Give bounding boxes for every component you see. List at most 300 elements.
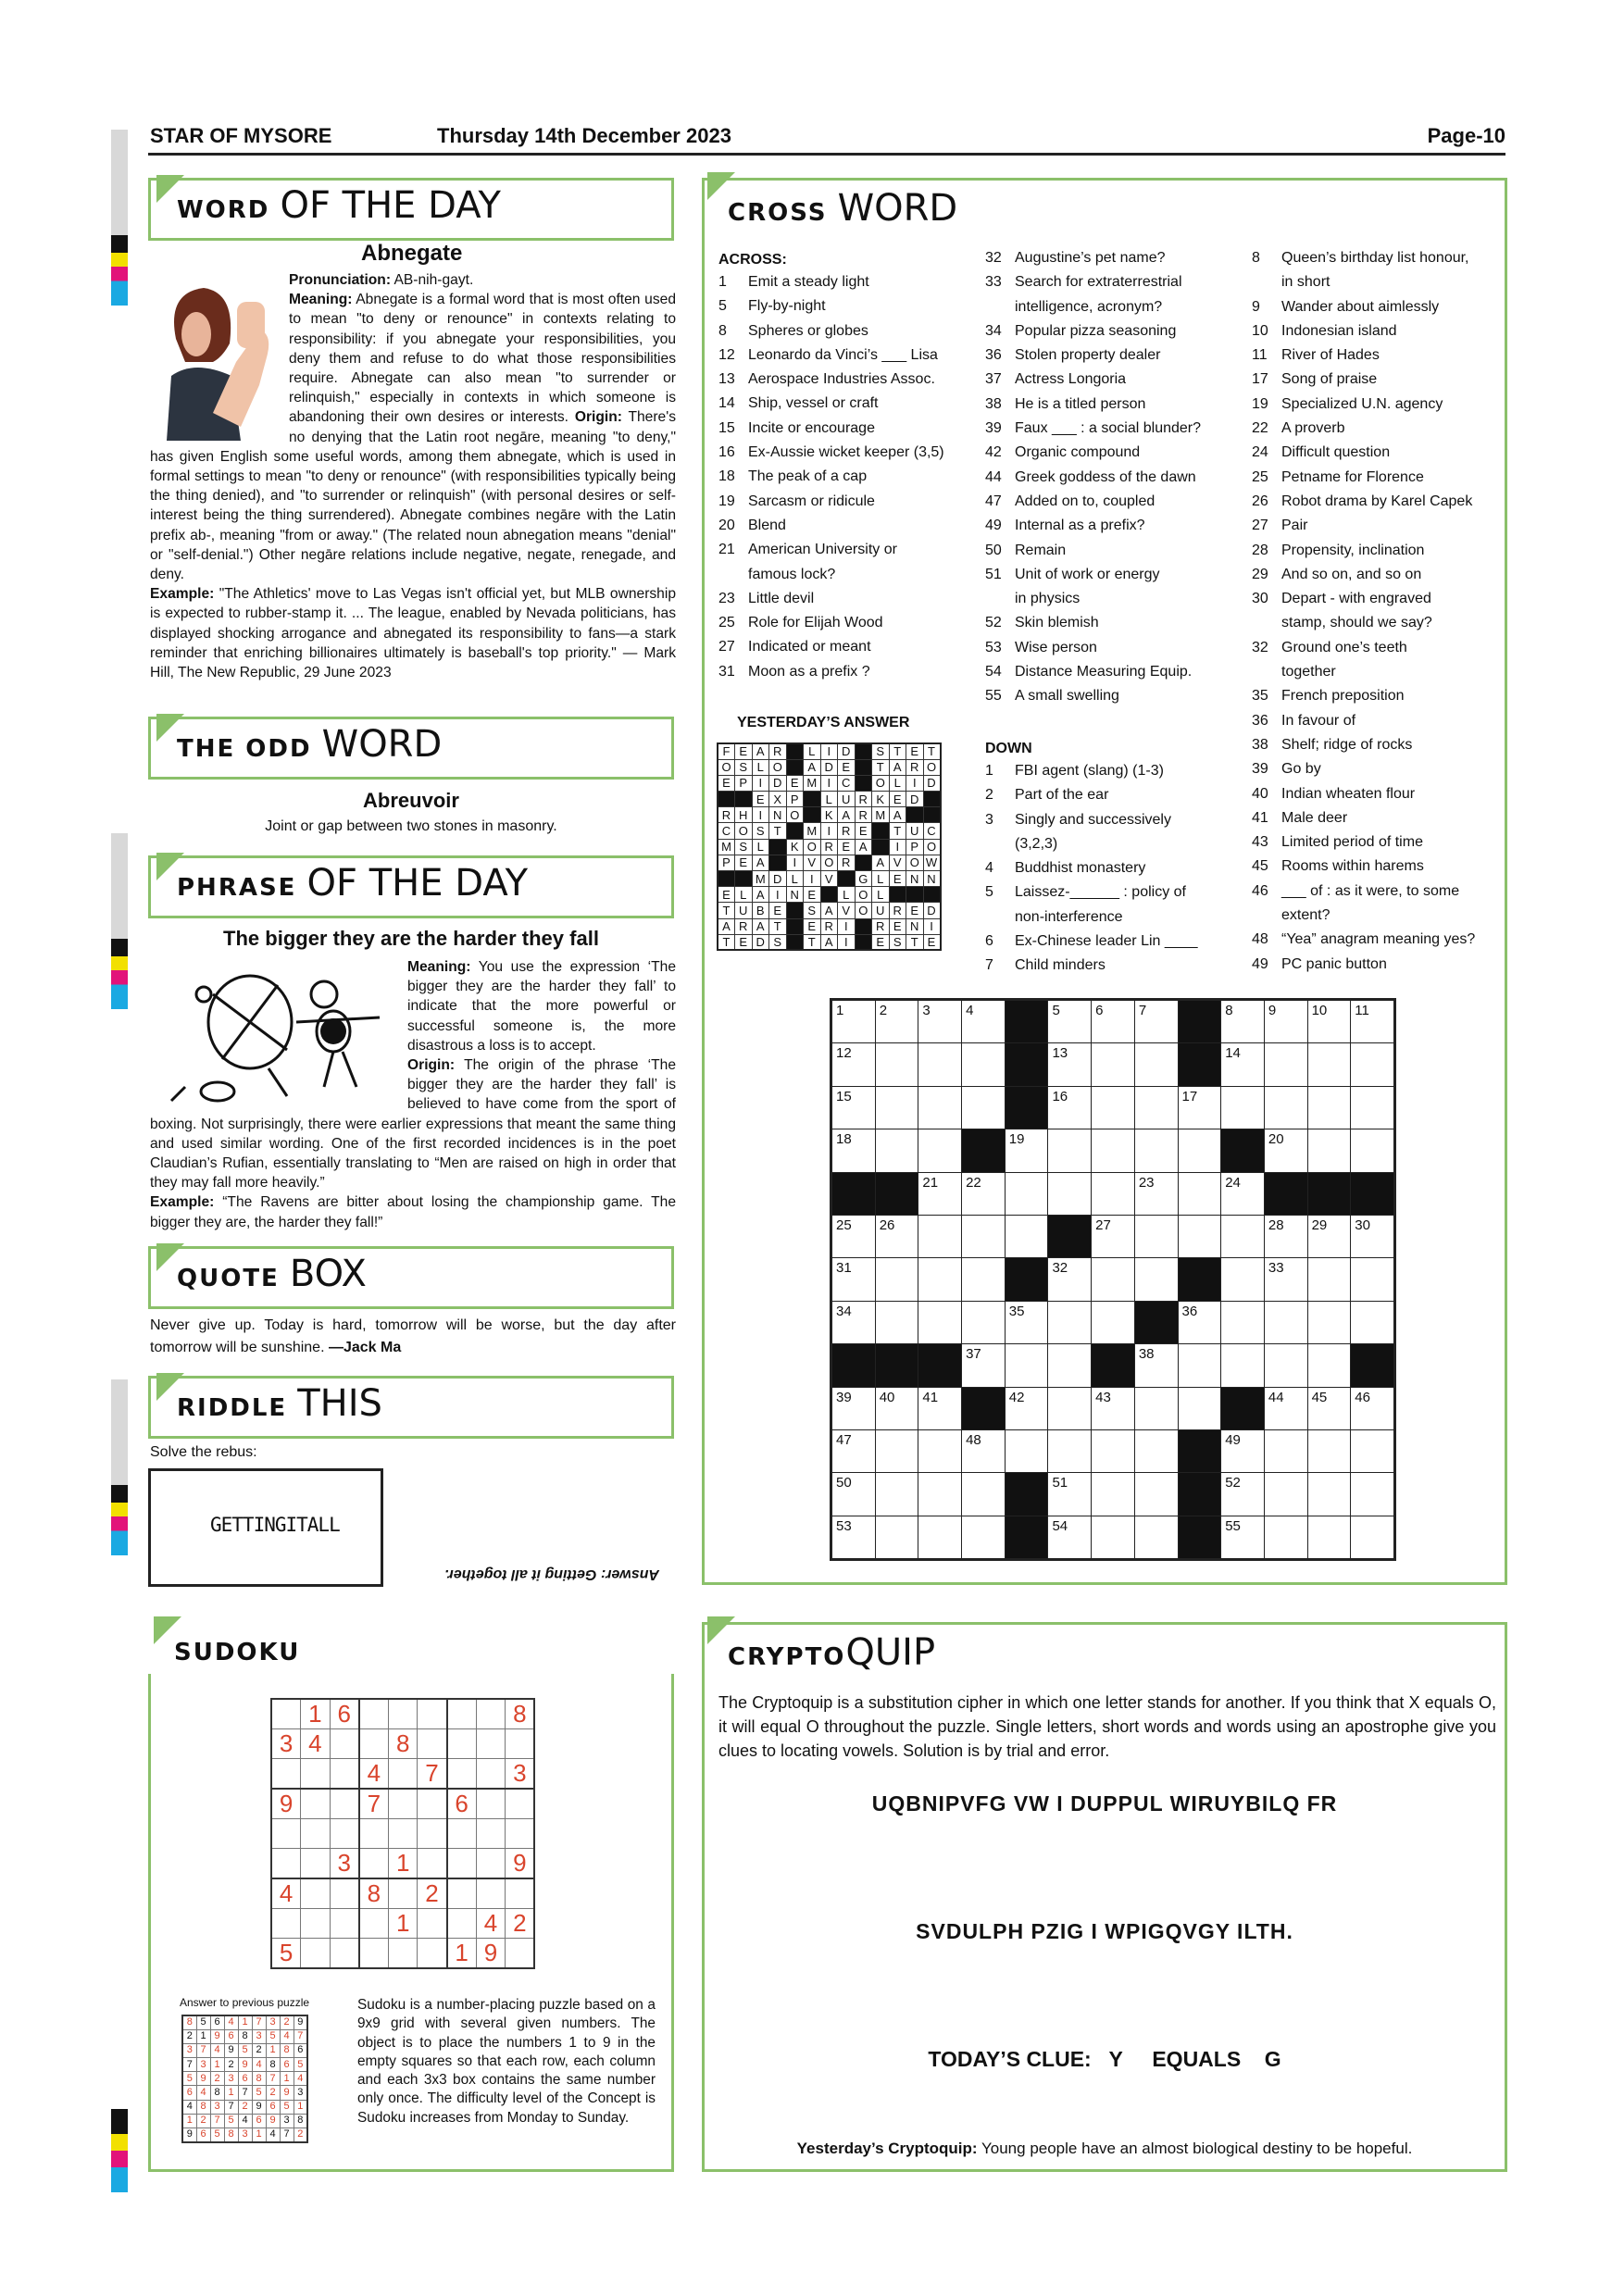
answer-cell: L bbox=[872, 887, 890, 903]
crossword-cell[interactable] bbox=[1221, 1344, 1265, 1387]
crossword-cell[interactable] bbox=[918, 1086, 962, 1129]
sudoku-cell[interactable] bbox=[447, 1848, 477, 1878]
sudoku-answer-cell: 6 bbox=[224, 2029, 238, 2043]
answer-cell: A bbox=[752, 918, 769, 934]
sudoku-cell[interactable] bbox=[447, 1699, 477, 1729]
answer-cell: S bbox=[769, 934, 787, 950]
crossword-cell[interactable]: 26 bbox=[875, 1215, 918, 1257]
clue-text: Specialized U.N. agency bbox=[1281, 395, 1443, 412]
sudoku-cell[interactable]: 7 bbox=[359, 1789, 389, 1819]
crossword-cell[interactable] bbox=[1005, 1344, 1048, 1387]
crossword-cell[interactable] bbox=[962, 1043, 1006, 1086]
crossword-cell[interactable] bbox=[875, 1516, 918, 1558]
crossword-cell[interactable] bbox=[875, 1429, 918, 1472]
clue-text: extent? bbox=[1281, 907, 1330, 924]
sudoku-cell[interactable] bbox=[447, 1729, 477, 1759]
crossword-cell[interactable] bbox=[918, 1258, 962, 1301]
crossword-cell[interactable] bbox=[1092, 1301, 1135, 1343]
sudoku-cell[interactable] bbox=[506, 1938, 535, 1968]
sudoku-answer-cell: 6 bbox=[182, 2086, 196, 2100]
sudoku-cell[interactable]: 4 bbox=[301, 1729, 331, 1759]
crossword-cell[interactable] bbox=[918, 1301, 962, 1343]
clue-text: A proverb bbox=[1281, 420, 1345, 437]
sudoku-cell[interactable]: 4 bbox=[359, 1759, 389, 1790]
clue-text: Depart - with engraved bbox=[1281, 591, 1431, 607]
crossword-cell[interactable] bbox=[1351, 1301, 1394, 1343]
sudoku-cell[interactable] bbox=[301, 1848, 331, 1878]
crossword-cell[interactable] bbox=[1134, 1043, 1178, 1086]
crossword-cell[interactable]: 50 bbox=[832, 1473, 876, 1516]
clue-item bbox=[1252, 904, 1502, 928]
clue-number: 24 bbox=[1252, 444, 1268, 461]
sudoku-cell[interactable] bbox=[476, 1729, 506, 1759]
crossword-cell[interactable]: 35 bbox=[1005, 1301, 1048, 1343]
rebus-box bbox=[148, 1468, 383, 1587]
crossword-cell[interactable]: 5 bbox=[1048, 1001, 1092, 1043]
crossword-cell[interactable] bbox=[1351, 1129, 1394, 1172]
sudoku-cell[interactable] bbox=[476, 1789, 506, 1819]
crossword-cell[interactable]: 23 bbox=[1134, 1172, 1178, 1215]
sudoku-cell[interactable] bbox=[476, 1819, 506, 1849]
sudoku-cell[interactable] bbox=[330, 1938, 359, 1968]
crossword-cell[interactable] bbox=[1351, 1086, 1394, 1129]
clue-number: 13 bbox=[718, 371, 735, 388]
sudoku-cell[interactable] bbox=[301, 1938, 331, 1968]
clue-number: 8 bbox=[718, 322, 727, 339]
clue-item bbox=[1252, 343, 1502, 368]
sudoku-cell[interactable] bbox=[330, 1729, 359, 1759]
crossword-cell[interactable]: 38 bbox=[1134, 1344, 1178, 1387]
clue-item bbox=[1252, 393, 1502, 417]
crossword-cell[interactable]: 52 bbox=[1221, 1473, 1265, 1516]
crossword-cell[interactable] bbox=[1264, 1086, 1307, 1129]
crossword-cell[interactable]: 32 bbox=[1048, 1258, 1092, 1301]
sudoku-answer-cell: 3 bbox=[224, 2072, 238, 2086]
sudoku-answer-cell: 7 bbox=[280, 2128, 294, 2142]
crossword-cell[interactable]: 4 bbox=[962, 1001, 1006, 1043]
sudoku-cell[interactable] bbox=[418, 1699, 447, 1729]
crossword-cell[interactable]: 41 bbox=[918, 1387, 962, 1429]
sudoku-cell[interactable]: 7 bbox=[418, 1759, 447, 1790]
crossword-cell[interactable] bbox=[1264, 1301, 1307, 1343]
sudoku-answer-cell: 2 bbox=[224, 2058, 238, 2072]
clue-item bbox=[718, 611, 968, 635]
crossword-cell[interactable]: 13 bbox=[1048, 1043, 1092, 1086]
crossword-cell[interactable]: 46 bbox=[1351, 1387, 1394, 1429]
crossword-cell[interactable] bbox=[1092, 1258, 1135, 1301]
crossword-cell[interactable] bbox=[875, 1258, 918, 1301]
answer-cell: D bbox=[923, 903, 941, 918]
clue-text: in physics bbox=[1015, 591, 1081, 607]
crossword-cell[interactable]: 44 bbox=[1264, 1387, 1307, 1429]
crossword-cell[interactable] bbox=[962, 1258, 1006, 1301]
sudoku-cell[interactable] bbox=[418, 1789, 447, 1819]
answer-cell: R bbox=[855, 807, 872, 823]
crossword-cell[interactable] bbox=[1092, 1473, 1135, 1516]
clue-number: 43 bbox=[1252, 834, 1268, 851]
crossword-cell[interactable]: 1 bbox=[832, 1001, 876, 1043]
clue-number bbox=[718, 563, 748, 587]
crossword-cell[interactable] bbox=[1048, 1387, 1092, 1429]
sudoku-cell[interactable]: 8 bbox=[506, 1699, 535, 1729]
sudoku-cell[interactable] bbox=[418, 1938, 447, 1968]
sudoku-cell[interactable] bbox=[447, 1908, 477, 1938]
crossword-cell[interactable] bbox=[1092, 1172, 1135, 1215]
sudoku-cell[interactable] bbox=[359, 1819, 389, 1849]
crossword-cell[interactable]: 31 bbox=[832, 1258, 876, 1301]
crossword-cell[interactable]: 43 bbox=[1092, 1387, 1135, 1429]
answer-cell: E bbox=[906, 903, 924, 918]
clue-number bbox=[1252, 904, 1281, 928]
crossword-cell[interactable] bbox=[1092, 1429, 1135, 1472]
sudoku-cell[interactable] bbox=[359, 1699, 389, 1729]
crossword-cell[interactable] bbox=[1307, 1043, 1351, 1086]
sudoku-cell[interactable] bbox=[271, 1908, 301, 1938]
crossword-cell[interactable] bbox=[1092, 1043, 1135, 1086]
crossword-cell[interactable]: 37 bbox=[962, 1344, 1006, 1387]
sudoku-cell[interactable] bbox=[388, 1759, 418, 1790]
sudoku-cell[interactable] bbox=[388, 1789, 418, 1819]
sudoku-cell[interactable] bbox=[301, 1819, 331, 1849]
crossword-cell[interactable] bbox=[918, 1129, 962, 1172]
crossword-cell[interactable]: 9 bbox=[1264, 1001, 1307, 1043]
clue-number: 6 bbox=[985, 933, 993, 950]
crossword-cell[interactable]: 30 bbox=[1351, 1215, 1394, 1257]
crossword-cell[interactable] bbox=[1351, 1043, 1394, 1086]
riddle-answer: Answer: Getting it all together. bbox=[444, 1566, 660, 1582]
crossword-cell[interactable]: 40 bbox=[875, 1387, 918, 1429]
sudoku-cell[interactable]: 8 bbox=[359, 1878, 389, 1909]
page-header bbox=[148, 124, 1505, 156]
crossword-cell[interactable] bbox=[1178, 1129, 1221, 1172]
crossword-cell[interactable]: 53 bbox=[832, 1516, 876, 1558]
sudoku-cell[interactable] bbox=[301, 1759, 331, 1790]
sudoku-cell[interactable] bbox=[330, 1759, 359, 1790]
answer-cell: N bbox=[906, 918, 924, 934]
crossword-cell[interactable] bbox=[875, 1086, 918, 1129]
clue-number: 25 bbox=[1252, 468, 1268, 485]
answer-cell: I bbox=[820, 775, 838, 791]
crossword-cell[interactable] bbox=[1307, 1129, 1351, 1172]
crossword-cell[interactable] bbox=[1134, 1429, 1178, 1472]
riddle-prompt: Solve the rebus: bbox=[150, 1444, 257, 1460]
crossword-cell[interactable] bbox=[918, 1473, 962, 1516]
crossword-cell[interactable] bbox=[962, 1301, 1006, 1343]
answer-cell bbox=[855, 775, 872, 791]
crossword-cell[interactable]: 55 bbox=[1221, 1516, 1265, 1558]
sudoku-cell[interactable] bbox=[359, 1908, 389, 1938]
crossword-cell[interactable]: 10 bbox=[1307, 1001, 1351, 1043]
clue-number: 42 bbox=[985, 444, 1002, 461]
crossword-cell[interactable] bbox=[1221, 1258, 1265, 1301]
crossword-cell[interactable]: 54 bbox=[1048, 1516, 1092, 1558]
sudoku-cell[interactable]: 3 bbox=[506, 1759, 535, 1790]
sudoku-cell[interactable] bbox=[447, 1819, 477, 1849]
quote-text: Never give up. Today is hard, tomorrow will be worse, but the day after tomorrow will be sunshine. —Jack Ma bbox=[150, 1317, 676, 1355]
sudoku-cell[interactable]: 2 bbox=[418, 1878, 447, 1909]
sudoku-cell[interactable] bbox=[301, 1789, 331, 1819]
crossword-cell[interactable]: 48 bbox=[962, 1429, 1006, 1472]
crossword-cell[interactable] bbox=[1178, 1172, 1221, 1215]
crossword-cell[interactable] bbox=[962, 1473, 1006, 1516]
crossword-cell[interactable] bbox=[1048, 1301, 1092, 1343]
sudoku-cell[interactable] bbox=[271, 1819, 301, 1849]
sudoku-cell[interactable] bbox=[418, 1729, 447, 1759]
crossword-cell[interactable]: 42 bbox=[1005, 1387, 1048, 1429]
clue-text: Limited period of time bbox=[1281, 834, 1423, 851]
crossword-cell[interactable] bbox=[1307, 1086, 1351, 1129]
crossword-cell[interactable] bbox=[875, 1129, 918, 1172]
answer-cell bbox=[906, 887, 924, 903]
crossword-cell[interactable]: 20 bbox=[1264, 1129, 1307, 1172]
answer-cell: W bbox=[923, 855, 941, 870]
crossword-cell[interactable] bbox=[1351, 1516, 1394, 1558]
sudoku-cell[interactable] bbox=[330, 1789, 359, 1819]
sudoku-cell[interactable]: 1 bbox=[388, 1908, 418, 1938]
crossword-cell[interactable] bbox=[1005, 1429, 1048, 1472]
crossword-cell[interactable]: 11 bbox=[1351, 1001, 1394, 1043]
crossword-cell[interactable] bbox=[1178, 1215, 1221, 1257]
crossword-cell[interactable] bbox=[1264, 1516, 1307, 1558]
sudoku-cell[interactable] bbox=[506, 1819, 535, 1849]
crossword-cell[interactable]: 45 bbox=[1307, 1387, 1351, 1429]
answer-cell: O bbox=[923, 759, 941, 775]
sudoku-cell[interactable] bbox=[330, 1878, 359, 1909]
clue-item bbox=[1252, 441, 1502, 465]
sudoku-answer-cell: 6 bbox=[266, 2100, 280, 2114]
answer-cell: I bbox=[820, 823, 838, 839]
clue-item bbox=[718, 368, 968, 392]
crossword-cell[interactable] bbox=[1351, 1429, 1394, 1472]
sudoku-cell[interactable] bbox=[271, 1848, 301, 1878]
sudoku-cell[interactable]: 1 bbox=[301, 1699, 331, 1729]
crossword-cell[interactable] bbox=[1351, 1258, 1394, 1301]
clue-item bbox=[985, 880, 1235, 905]
sudoku-cell[interactable]: 4 bbox=[271, 1878, 301, 1909]
sudoku-cell[interactable] bbox=[388, 1938, 418, 1968]
sudoku-cell[interactable]: 9 bbox=[476, 1938, 506, 1968]
clue-text: Organic compound bbox=[1015, 444, 1141, 461]
answer-cell: L bbox=[752, 759, 769, 775]
crossword-cell[interactable]: 51 bbox=[1048, 1473, 1092, 1516]
sudoku-cell[interactable] bbox=[476, 1878, 506, 1909]
sudoku-cell[interactable] bbox=[388, 1878, 418, 1909]
crossword-cell[interactable] bbox=[1307, 1516, 1351, 1558]
sudoku-cell[interactable] bbox=[418, 1819, 447, 1849]
sudoku-cell[interactable] bbox=[271, 1699, 301, 1729]
crossword-cell[interactable]: 27 bbox=[1092, 1215, 1135, 1257]
clue-number: 25 bbox=[718, 615, 735, 631]
answer-cell: A bbox=[820, 903, 838, 918]
crossword-cell[interactable] bbox=[962, 1086, 1006, 1129]
answer-cell: L bbox=[804, 743, 821, 759]
sudoku-cell[interactable]: 4 bbox=[476, 1908, 506, 1938]
clue-text: In favour of bbox=[1281, 712, 1356, 729]
crossword-cell[interactable] bbox=[1048, 1129, 1092, 1172]
crossword-cell[interactable]: 33 bbox=[1264, 1258, 1307, 1301]
crossword-cell[interactable] bbox=[1221, 1215, 1265, 1257]
crossword-cell[interactable] bbox=[1351, 1473, 1394, 1516]
crossword-cell[interactable]: 28 bbox=[1264, 1215, 1307, 1257]
sudoku-cell[interactable]: 1 bbox=[447, 1938, 477, 1968]
sudoku-cell[interactable] bbox=[506, 1789, 535, 1819]
crossword-cell[interactable]: 22 bbox=[962, 1172, 1006, 1215]
sudoku-cell[interactable] bbox=[476, 1759, 506, 1790]
answer-cell: O bbox=[718, 759, 735, 775]
sudoku-title: SUDOKU bbox=[148, 1622, 674, 1674]
sudoku-cell[interactable] bbox=[506, 1729, 535, 1759]
sudoku-cell[interactable] bbox=[447, 1878, 477, 1909]
sudoku-cell[interactable]: 9 bbox=[506, 1848, 535, 1878]
crossword-cell[interactable]: 39 bbox=[832, 1387, 876, 1429]
sudoku-cell[interactable] bbox=[418, 1908, 447, 1938]
clue-text: Child minders bbox=[1015, 957, 1106, 974]
sudoku-cell[interactable]: 2 bbox=[506, 1908, 535, 1938]
sudoku-cell[interactable] bbox=[447, 1759, 477, 1790]
crossword-cell[interactable]: 25 bbox=[832, 1215, 876, 1257]
crossword-cell[interactable] bbox=[1264, 1429, 1307, 1472]
answer-cell: E bbox=[889, 918, 906, 934]
sudoku-cell[interactable] bbox=[359, 1729, 389, 1759]
crossword-cell[interactable] bbox=[918, 1516, 962, 1558]
sudoku-cell[interactable] bbox=[476, 1699, 506, 1729]
sudoku-cell[interactable]: 5 bbox=[271, 1938, 301, 1968]
sudoku-cell[interactable] bbox=[271, 1759, 301, 1790]
sudoku-cell[interactable] bbox=[476, 1848, 506, 1878]
crossword-cell[interactable] bbox=[1178, 1344, 1221, 1387]
crossword-cell[interactable] bbox=[875, 1473, 918, 1516]
crossword-cell[interactable] bbox=[1307, 1344, 1351, 1387]
crossword-cell[interactable] bbox=[1134, 1215, 1178, 1257]
sudoku-cell[interactable]: 3 bbox=[271, 1729, 301, 1759]
crossword-cell[interactable] bbox=[1092, 1129, 1135, 1172]
crossword-cell[interactable] bbox=[1264, 1344, 1307, 1387]
crossword-cell[interactable]: 15 bbox=[832, 1086, 876, 1129]
crossword-cell[interactable]: 24 bbox=[1221, 1172, 1265, 1215]
sudoku-answer-cell: 6 bbox=[294, 2043, 307, 2057]
clue-text: in short bbox=[1281, 274, 1330, 291]
crossword-grid[interactable] bbox=[830, 998, 1396, 1561]
crossword-cell[interactable] bbox=[1221, 1301, 1265, 1343]
answer-cell: F bbox=[718, 743, 735, 759]
crossword-cell[interactable]: 29 bbox=[1307, 1215, 1351, 1257]
crossword-cell[interactable]: 49 bbox=[1221, 1429, 1265, 1472]
crossword-cell[interactable] bbox=[1134, 1086, 1178, 1129]
crossword-cell[interactable] bbox=[1307, 1429, 1351, 1472]
crossword-cell[interactable] bbox=[1264, 1043, 1307, 1086]
crossword-cell[interactable]: 17 bbox=[1178, 1086, 1221, 1129]
crossword-cell[interactable] bbox=[1307, 1301, 1351, 1343]
answer-cell bbox=[923, 807, 941, 823]
crossword-cell[interactable] bbox=[875, 1043, 918, 1086]
crossword-cell[interactable]: 36 bbox=[1178, 1301, 1221, 1343]
crossword-cell[interactable] bbox=[1005, 1172, 1048, 1215]
sudoku-cell[interactable] bbox=[388, 1699, 418, 1729]
sudoku-cell[interactable]: 3 bbox=[330, 1848, 359, 1878]
crossword-cell[interactable] bbox=[1264, 1473, 1307, 1516]
answer-cell: S bbox=[889, 934, 906, 950]
crossword-cell[interactable]: 16 bbox=[1048, 1086, 1092, 1129]
crossword-cell[interactable]: 12 bbox=[832, 1043, 876, 1086]
clue-text: Indonesian island bbox=[1281, 322, 1397, 339]
crossword-cell[interactable] bbox=[1221, 1086, 1265, 1129]
clue-number: 9 bbox=[1252, 298, 1260, 315]
clue-number: 14 bbox=[718, 395, 735, 412]
crossword-cell[interactable]: 2 bbox=[875, 1001, 918, 1043]
crossword-cell[interactable] bbox=[875, 1301, 918, 1343]
clue-number: 38 bbox=[985, 395, 1002, 412]
clue-number bbox=[985, 832, 1015, 856]
crossword-cell[interactable] bbox=[962, 1516, 1006, 1558]
sudoku-grid[interactable] bbox=[270, 1698, 535, 1969]
sudoku-cell[interactable]: 1 bbox=[388, 1848, 418, 1878]
sudoku-answer-cell: 9 bbox=[252, 2100, 266, 2114]
crossword-cell[interactable]: 6 bbox=[1092, 1001, 1135, 1043]
crossword-cell[interactable] bbox=[1134, 1129, 1178, 1172]
crossword-cell[interactable] bbox=[1092, 1516, 1135, 1558]
crossword-cell[interactable] bbox=[1134, 1516, 1178, 1558]
sudoku-cell[interactable] bbox=[359, 1848, 389, 1878]
crossword-cell[interactable]: 7 bbox=[1134, 1001, 1178, 1043]
crossword-cell[interactable] bbox=[1005, 1215, 1048, 1257]
crossword-cell[interactable] bbox=[1307, 1258, 1351, 1301]
crossword-cell[interactable] bbox=[1178, 1387, 1221, 1429]
crossword-cell[interactable]: 8 bbox=[1221, 1001, 1265, 1043]
crossword-cell[interactable]: 19 bbox=[1005, 1129, 1048, 1172]
crossword-cell[interactable] bbox=[1092, 1086, 1135, 1129]
sudoku-cell[interactable] bbox=[388, 1819, 418, 1849]
crossword-cell[interactable]: 21 bbox=[918, 1172, 962, 1215]
clue-item bbox=[718, 660, 968, 684]
sudoku-cell[interactable] bbox=[301, 1908, 331, 1938]
crossword-cell[interactable] bbox=[1134, 1258, 1178, 1301]
crossword-cell[interactable] bbox=[1048, 1429, 1092, 1472]
sudoku-cell[interactable] bbox=[301, 1878, 331, 1909]
answer-cell: O bbox=[855, 887, 872, 903]
sudoku-cell[interactable]: 6 bbox=[447, 1789, 477, 1819]
crossword-cell[interactable]: 18 bbox=[832, 1129, 876, 1172]
crossword-cell[interactable] bbox=[1134, 1473, 1178, 1516]
sudoku-cell[interactable] bbox=[506, 1878, 535, 1909]
sudoku-cell[interactable] bbox=[359, 1938, 389, 1968]
sudoku-cell[interactable] bbox=[330, 1819, 359, 1849]
crossword-cell[interactable] bbox=[1048, 1344, 1092, 1387]
sudoku-cell[interactable]: 9 bbox=[271, 1789, 301, 1819]
sudoku-answer-cell: 1 bbox=[182, 2114, 196, 2128]
crossword-cell[interactable] bbox=[918, 1215, 962, 1257]
sudoku-answer-cell: 6 bbox=[210, 2015, 224, 2029]
crossword-cell[interactable] bbox=[1134, 1387, 1178, 1429]
crossword-cell[interactable]: 3 bbox=[918, 1001, 962, 1043]
sudoku-cell[interactable]: 8 bbox=[388, 1729, 418, 1759]
crossword-cell[interactable] bbox=[962, 1215, 1006, 1257]
clue-number: 54 bbox=[985, 664, 1002, 680]
crossword-black-cell bbox=[832, 1172, 876, 1215]
crossword-cell[interactable] bbox=[918, 1429, 962, 1472]
sudoku-cell[interactable]: 6 bbox=[330, 1699, 359, 1729]
crossword-cell[interactable]: 47 bbox=[832, 1429, 876, 1472]
clue-text: Little devil bbox=[748, 590, 815, 606]
sudoku-cell[interactable] bbox=[418, 1848, 447, 1878]
clue-item bbox=[1252, 417, 1502, 441]
clue-text: River of Hades bbox=[1281, 347, 1380, 364]
crossword-cell[interactable]: 34 bbox=[832, 1301, 876, 1343]
crossword-cell[interactable] bbox=[1048, 1172, 1092, 1215]
crossword-cell[interactable] bbox=[918, 1043, 962, 1086]
crossword-cell[interactable] bbox=[1307, 1473, 1351, 1516]
crossword-cell[interactable]: 14 bbox=[1221, 1043, 1265, 1086]
sudoku-cell[interactable] bbox=[330, 1908, 359, 1938]
